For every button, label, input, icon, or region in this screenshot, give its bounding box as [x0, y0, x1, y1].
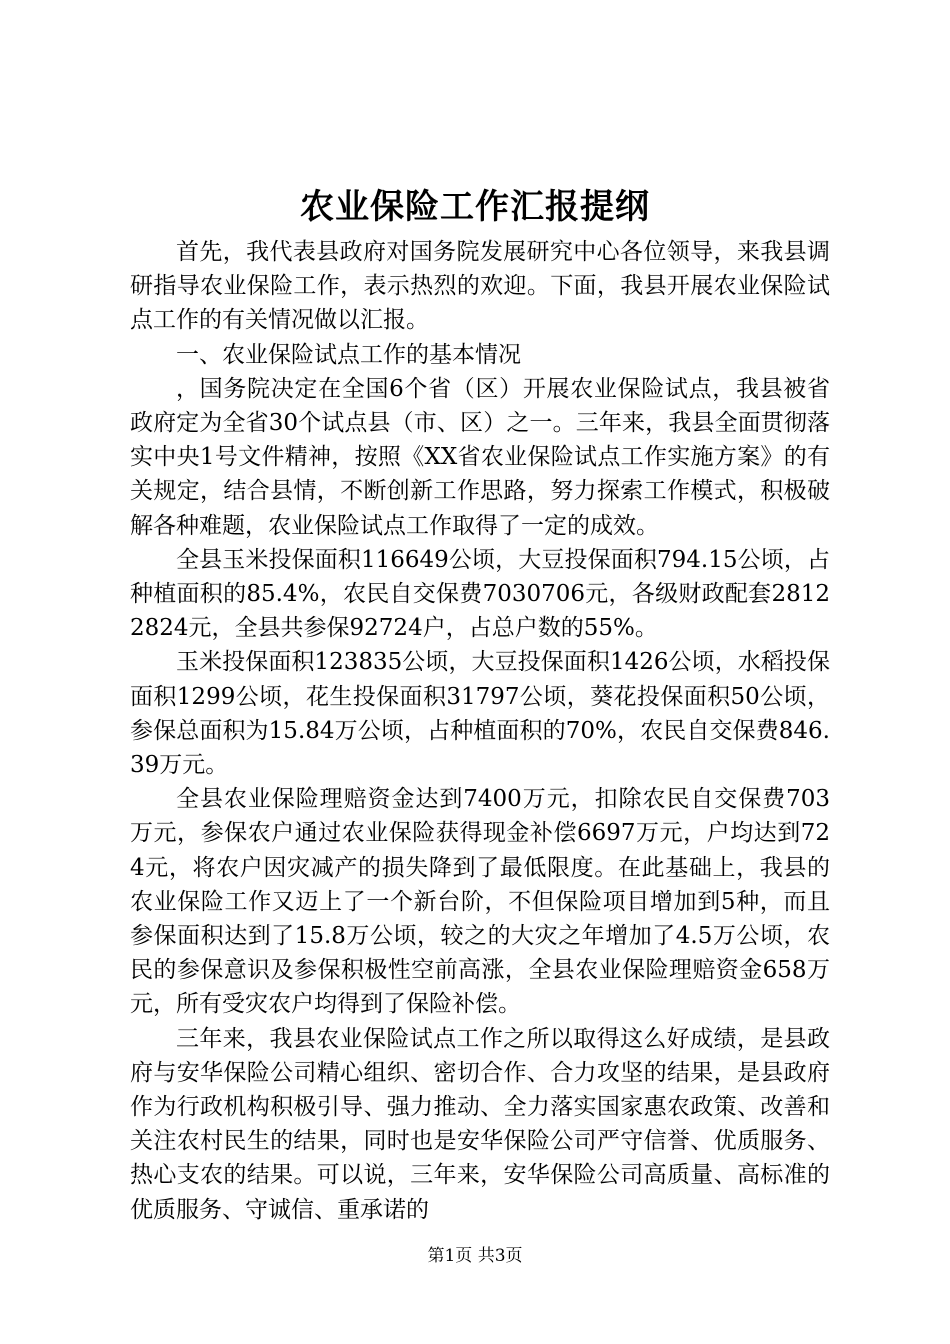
- document-title: 农业保险工作汇报提纲: [300, 187, 650, 227]
- paragraph-three-years-summary: 三年来，我县农业保险试点工作之所以取得这么好成绩，是县政府与安华保险公司精心组织、密切合作、合力攻坚的结果，是县政府作为行政机构积极引导、强力推动、全力落实国家惠农政策、改善和关注农村民生的结果，同时也是安华保险公司严守信誉、优质服务、热心支农的结果。可以说，三年来，安华保险公司高质量、高标准的优质服务、守诚信、重承诺的: [130, 1025, 830, 1223]
- section-heading-basic-situation: 一、农业保险试点工作的基本情况: [176, 341, 521, 368]
- document-body: [130, 235, 830, 1227]
- paragraph-claims: 全县农业保险理赔资金达到7400万元，扣除农民自交保费703万元，参保农户通过农业保险获得现金补偿6697万元，户均达到724元，将农户因灾减产的损失降到了最低限度。在此基础上，我县的农业保险工作又迈上了一个新台阶，不但保险项目增加到5种，而且参保面积达到了15.8万公顷，较之的大灾之年增加了4.5万公顷，农民的参保意识及参保积极性空前高涨，全县农业保险理赔资金658万元，所有受灾农户均得到了保险补偿。: [130, 786, 830, 1018]
- paragraph-pilot-background: ，国务院决定在全国6个省（区）开展农业保险试点，我县被省政府定为全省30个试点县（市、区）之一。三年来，我县全面贯彻落实中央1号文件精神，按照《XX省农业保险试点工作实施方案》的有关规定，结合县情，不断创新工作思路，努力探索工作模式，积极破解各种难题，农业保险试点工作取得了一定的成效。: [130, 375, 830, 539]
- paragraph-first-year-stats: 全县玉米投保面积116649公顷，大豆投保面积794.15公顷，占种植面积的85.4%，农民自交保费7030706元，各级财政配套28122824元，全县共参保92724户，占总户数的55%。: [130, 546, 830, 642]
- page-footer: 第1页 共3页: [427, 1246, 523, 1266]
- paragraph-second-year-stats: 玉米投保面积123835公顷，大豆投保面积1426公顷，水稻投保面积1299公顷，花生投保面积31797公顷，葵花投保面积50公顷，参保总面积为15.84万公顷，占种植面积的70%，农民自交保费846.39万元。: [130, 649, 830, 779]
- paragraph-intro: 首先，我代表县政府对国务院发展研究中心各位领导，来我县调研指导农业保险工作，表示热烈的欢迎。下面，我县开展农业保险试点工作的有关情况做以汇报。: [130, 239, 830, 334]
